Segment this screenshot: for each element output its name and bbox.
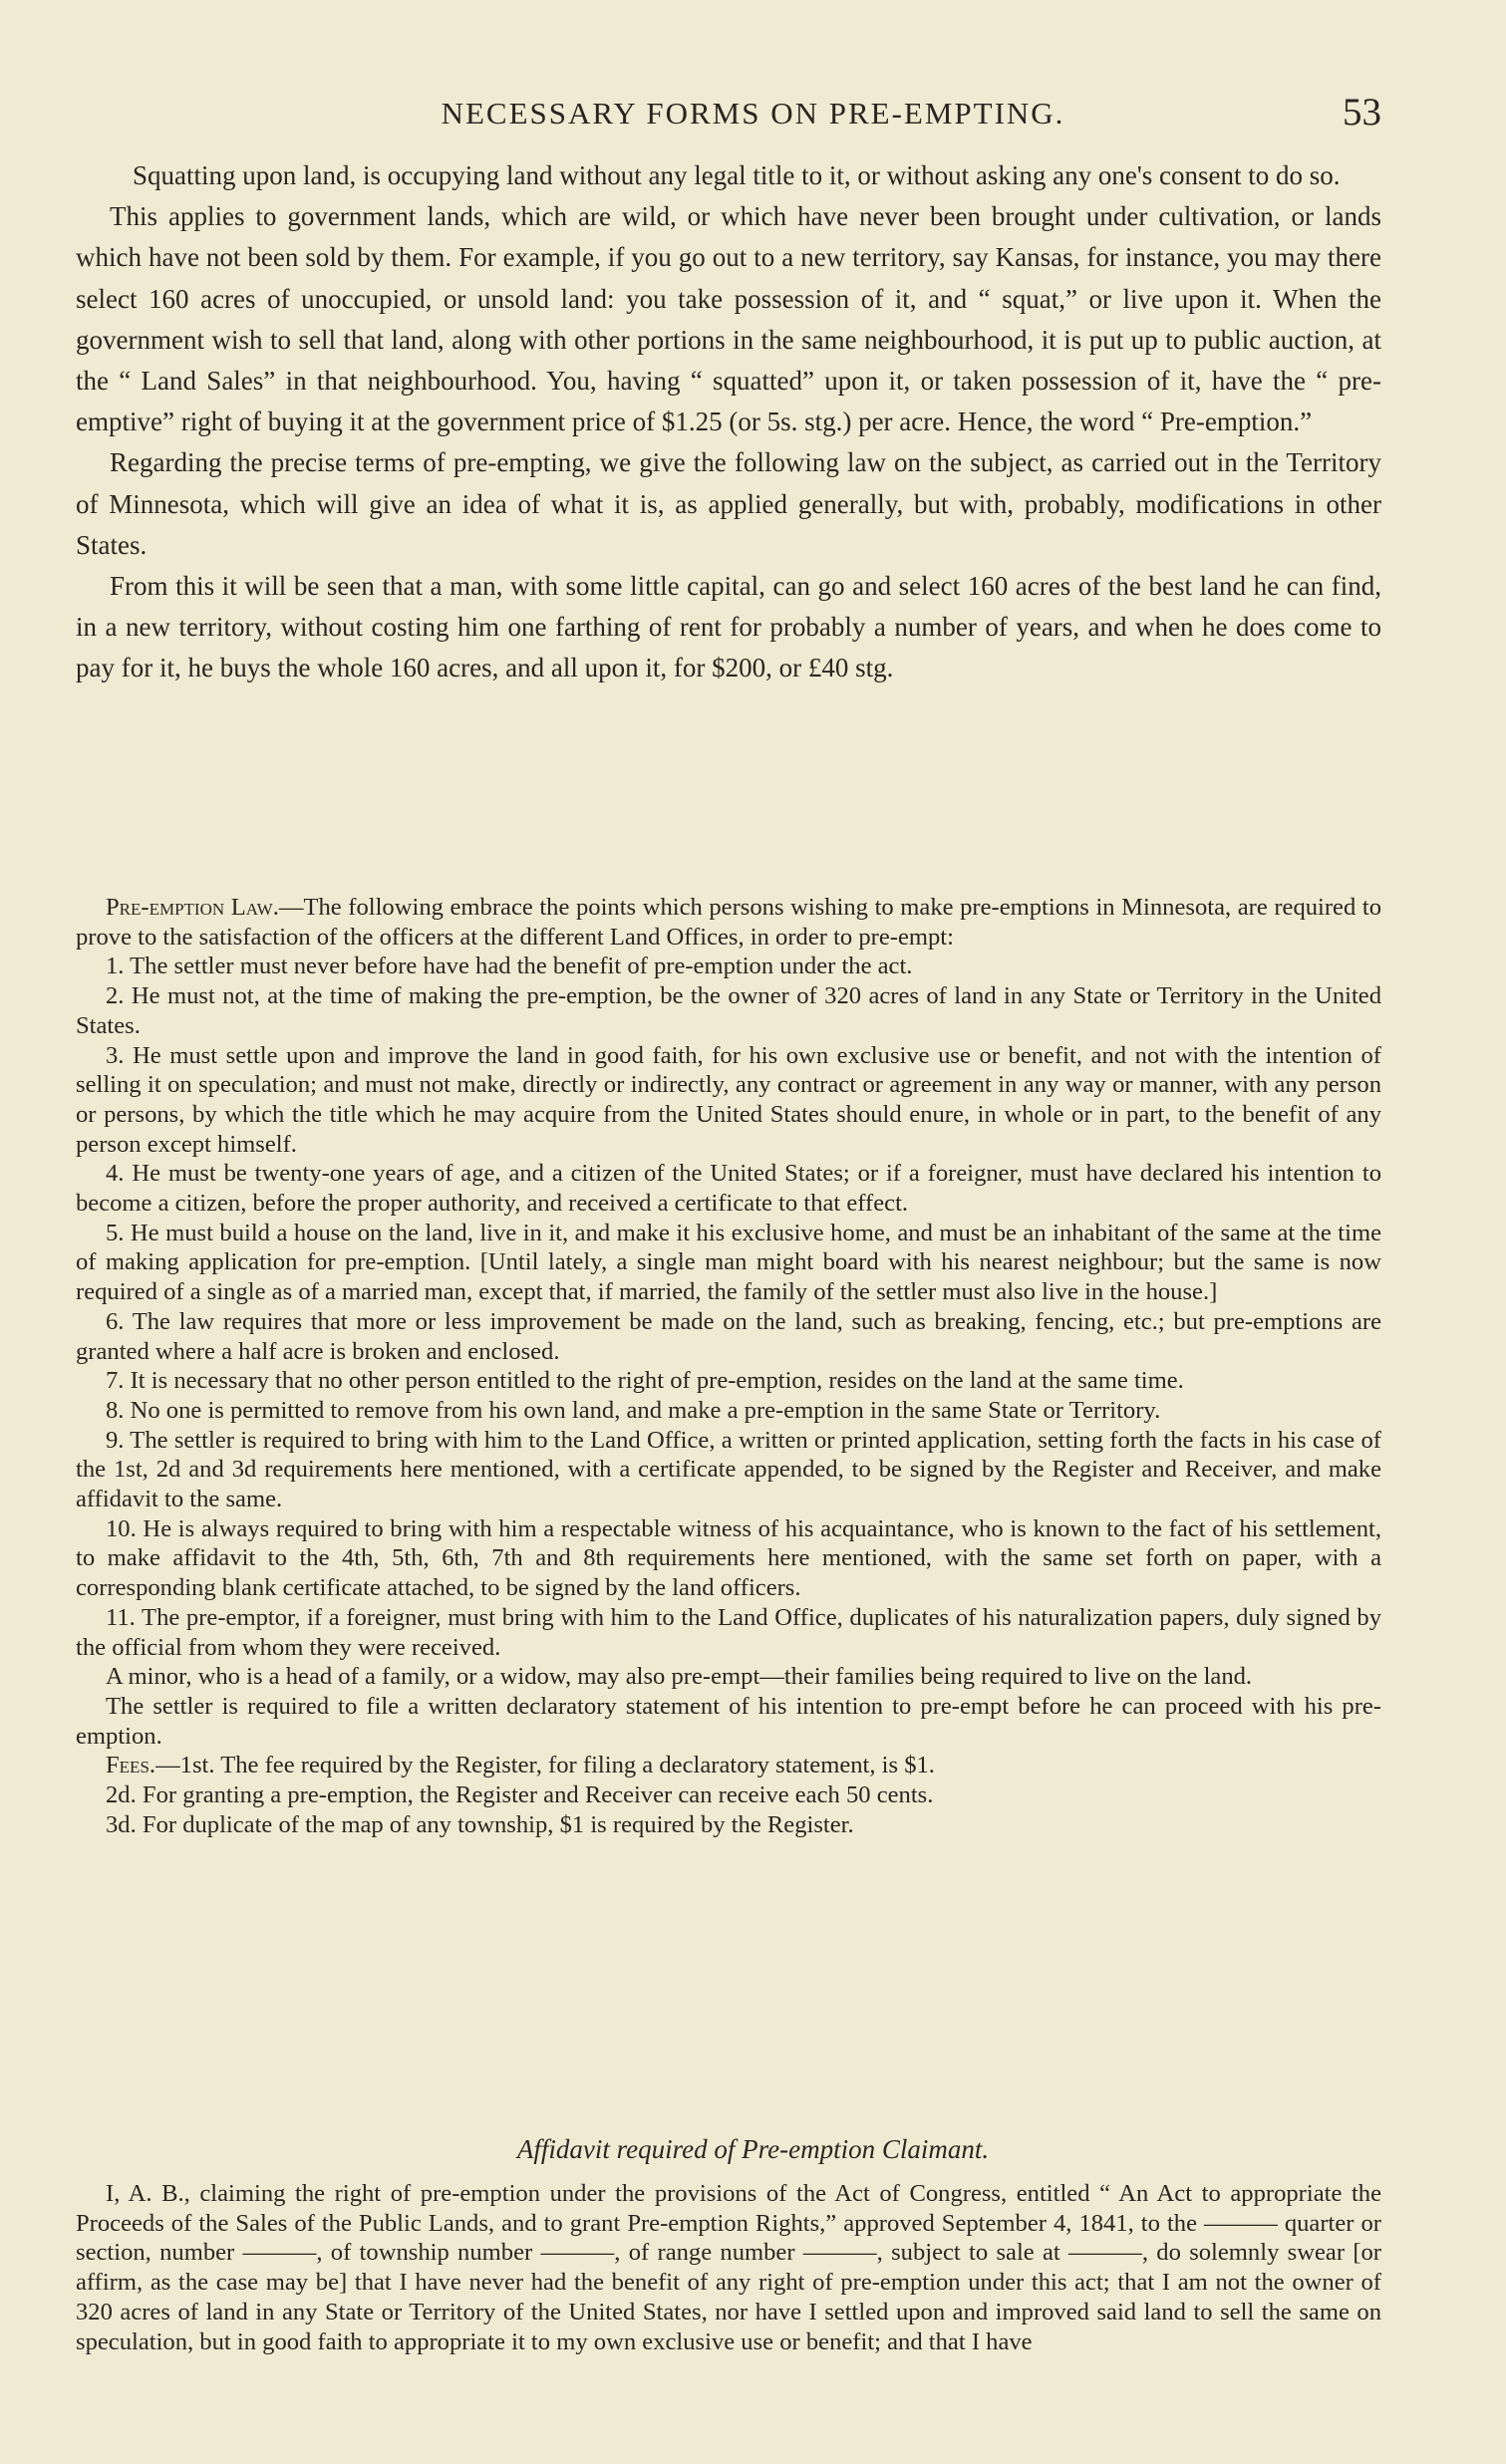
law-item: 11. The pre-emptor, if a foreigner, must bring with him to the Land Office, duplicates of his naturalization papers, duly signed by the official from whom they were received. [76,1603,1381,1661]
law-item: A minor, who is a head of a family, or a widow, may also pre-empt—their families being required to live on the land. [106,1663,1253,1691]
law-item: 9. The settler is required to bring with him to the Land Office, a written or printed application, setting forth the facts in his case of the 1st, 2d and 3d requirements here mentioned, with a certificate appended, to be signed by the Register and Receiver, and make affidavit to the same. [76,1426,1381,1513]
pre-emption-law-section [76,893,1381,1840]
fees-heading: Fees. [106,1752,156,1780]
law-item: 4. He must be twenty-one years of age, and a citizen of the United States; or if a foreigner, must have declared his intention to become a citizen, before the proper authority, and received a certificate to that effect. [76,1160,1381,1218]
law-heading: Pre-emption Law. [106,894,279,921]
affidavit-section [76,2179,1381,2356]
affidavit-text: I, A. B., claiming the right of pre-emption under the provisions of the Act of Congress, entitled “ An Act to appropriate the Proceeds of the Sales of the Public Lands, and to grant Pre-emption Rights,” approved September 4, 1841, to the ——— quarter or section, number ———, of township number ———, of range number ———, subject to sale at ———, do solemnly swear [or affirm, as the case may be] that I have never had the benefit of any right of pre-emption under this act; that I am not the owner of 320 acres of land in any State or Territory of the United States, nor have I settled upon and improved said land to sell the same on speculation, but in good faith to appropriate it to my own exclusive use or benefit; and that I have [76,2180,1381,2355]
law-item: 10. He is always required to bring with him a respectable witness of his acquaintance, who is known to the fact of his settlement, to make affidavit to the 4th, 5th, 6th, 7th and 8th requirements here mentioned, with the same set forth on paper, with a corresponding blank certificate attached, to be signed by the land officers. [76,1514,1381,1602]
paragraph: Squatting upon land, is occupying land without any legal title to it, or without asking any one's consent to do so. [133,160,1341,190]
running-title: NECESSARY FORMS ON PRE-EMPTING. [441,96,1065,131]
law-item: 2. He must not, at the time of making the pre-emption, be the owner of 320 acres of land in any State or Territory in the United States. [76,982,1381,1039]
law-intro [76,893,1381,952]
law-item: 7. It is necessary that no other person entitled to the right of pre-emption, resides on the land at the same time. [106,1367,1184,1395]
running-header [0,91,1506,136]
law-item: The settler is required to file a written declaratory statement of his intention to pre-empt before he can proceed with his pre-emption. [76,1692,1381,1750]
law-item: 6. The law requires that more or less improvement be made on the land, such as breaking, fencing, etc.; but pre-emptions are granted where a half acre is broken and enclosed. [76,1307,1381,1365]
law-item: 3. He must settle upon and improve the land in good faith, for his own exclusive use or benefit, and not with the intention of selling it on speculation; and must not make, directly or indirectly, any contract or agreement in any way or manner, with any person or persons, by which the title which he may acquire from the United States should enure, in whole or in part, to the benefit of any person except himself. [76,1041,1381,1158]
law-item: 5. He must build a house on the land, live in it, and make it his exclusive home, and must be an inhabitant of the same at the time of making application for pre-emption. [Until lately, a single man might board with his nearest neighbour; but the same is now required of a single as of a married man, except that, if married, the family of the settler must also live in the house.] [76,1219,1381,1306]
law-intro-text: —The following embrace the points which persons wishing to make pre-emptions in Minnesota, are required to prove to the satisfaction of the officers at the different Land Offices, in order to pre-empt: [76,894,1381,951]
fee-item: —1st. The fee required by the Register, for filing a declaratory statement, is $1. [155,1752,935,1780]
law-item: 1. The settler must never before have had the benefit of pre-emption under the act. [106,953,913,980]
affidavit-title: Affidavit required of Pre-emption Claimant. [516,2134,990,2164]
fee-item: 2d. For granting a pre-emption, the Register and Receiver can receive each 50 cents. [106,1781,934,1809]
page-number: 53 [1343,91,1381,134]
law-item: 8. No one is permitted to remove from his own land, and make a pre-emption in the same State or Territory. [106,1396,1161,1424]
fee-item: 3d. For duplicate of the map of any township, $1 is required by the Register. [106,1810,854,1838]
paragraph: This applies to government lands, which are wild, or which have never been brought under cultivation, or lands which have not been sold by them. For example, if you go out to a new territory, say Kansas, for instance, you may there select 160 acres of unoccupied, or unsold land: you take possession of it, and “ squat,” or live upon it. When the government wish to sell that land, along with other portions in the same neighbourhood, it is put up to public auction, at the “ Land Sales” in that neighbourhood. You, having “ squatted” upon it, or taken possession of it, have the “ pre-emptive” right of buying it at the government price of $1.25 (or 5s. stg.) per acre. Hence, the word “ Pre-emption.” [76,201,1381,437]
paragraph: Regarding the precise terms of pre-empting, we give the following law on the subject, as carried out in the Territory of Minnesota, which will give an idea of what it is, as applied generally, but with, probably, modifications in other States. [76,447,1381,560]
paragraph: From this it will be seen that a man, with some little capital, can go and select 160 acres of the best land he can find, in a new territory, without costing him one farthing of rent for probably a number of years, and when he does come to pay for it, he buys the whole 160 acres, and all upon it, for $200, or £40 stg. [76,571,1381,684]
intro-section [76,155,1381,689]
fees-line [76,1751,1381,1780]
